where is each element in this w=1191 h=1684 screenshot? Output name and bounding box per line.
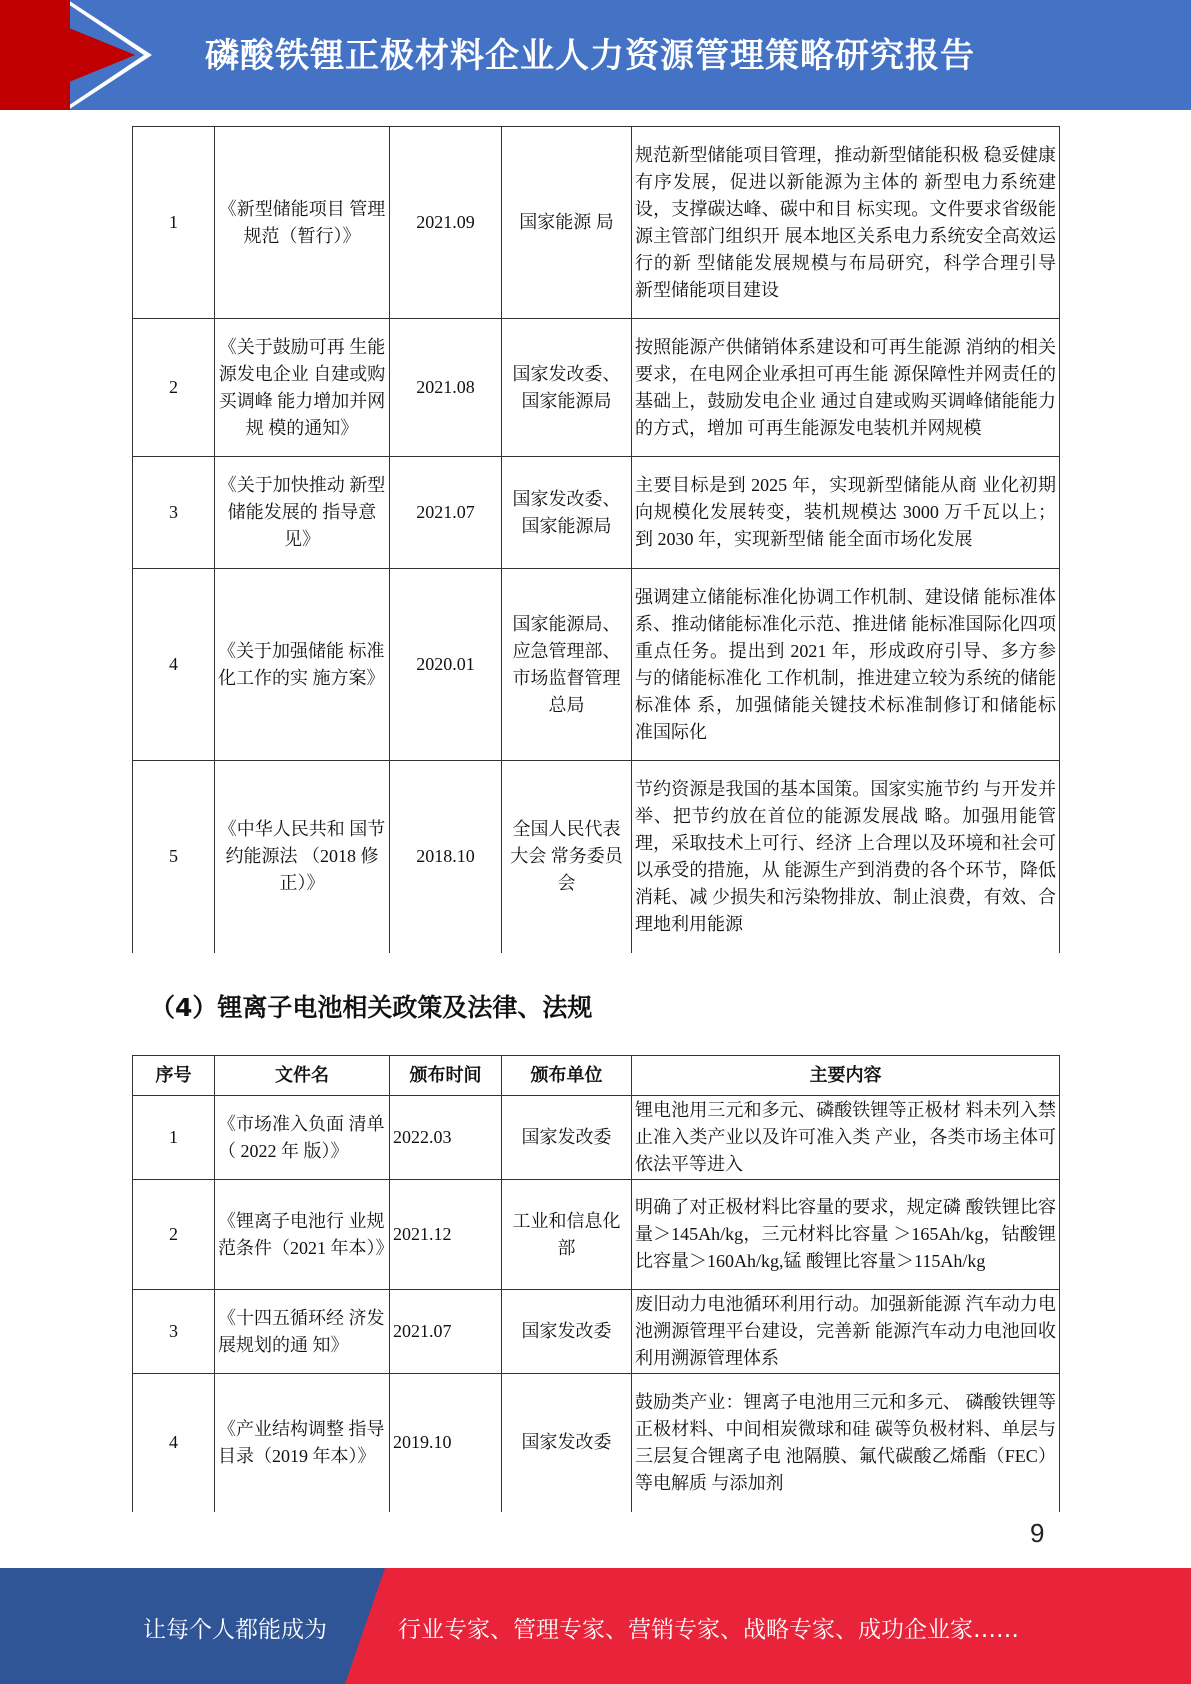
page-number: 9 [1030,1518,1045,1548]
header-content: 主要内容 [632,1056,1060,1096]
issuing-body: 全国人民代表大会 常务委员会 [502,761,632,953]
table-row [133,1180,1060,1290]
table-row [133,1374,1060,1512]
main-content: 明确了对正极材料比容量的要求，规定磷 酸铁锂比容量＞145Ah/kg，三元材料比容量 ＞165Ah/kg，钴酸锂比容量＞160Ah/kg,锰 酸锂比容量＞115Ah/kg [632,1180,1060,1290]
issuing-body: 国家发改委 [502,1096,632,1180]
issuing-body: 工业和信息化部 [502,1180,632,1290]
row-number: 1 [133,127,215,319]
page-header [0,0,1191,110]
row-number: 2 [133,319,215,457]
issuing-body: 国家发改委 [502,1290,632,1374]
footer-slogan-right: 行业专家、管理专家、营销专家、战略专家、成功企业家…… [398,1617,1019,1643]
table-row [133,127,1060,319]
issuing-body: 国家发改委、国家能源局 [502,457,632,569]
row-number: 5 [133,761,215,953]
table-row [133,1096,1060,1180]
document-name: 《市场准入负面 清单（ 2022 年 版）》 [215,1096,390,1180]
document-name: 《锂离子电池行 业规范条件（2021 年本）》 [215,1180,390,1290]
table-row [133,319,1060,457]
document-name: 《新型储能项目 管理规范（暂行）》 [215,127,390,319]
document-name: 《中华人民共和 国节约能源法 （2018 修正）》 [215,761,390,953]
table-row [133,1290,1060,1374]
main-content: 鼓励类产业：锂离子电池用三元和多元、 磷酸铁锂等正极材料、中间相炭微球和硅 碳等负极材料、单层与三层复合锂离子电 池隔膜、氟代碳酸乙烯酯（FEC）等电解质 与添加剂 [632,1374,1060,1512]
row-number: 3 [133,457,215,569]
issuing-body: 国家发改委、国家能源局 [502,319,632,457]
page-footer [0,1568,1191,1684]
header-issuer: 颁布单位 [502,1056,632,1096]
document-name: 《关于鼓励可再 生能源发电企业 自建或购买调峰 能力增加并网规 模的通知》 [215,319,390,457]
header-no: 序号 [133,1056,215,1096]
issuing-body: 国家发改委 [502,1374,632,1512]
page-title: 磷酸铁锂正极材料企业人力资源管理策略研究报告 [205,36,975,76]
main-content: 废旧动力电池循环利用行动。加强新能源 汽车动力电池溯源管理平台建设，完善新 能源汽车动力电池回收利用溯源管理体系 [632,1290,1060,1374]
main-content: 节约资源是我国的基本国策。国家实施节约 与开发并举、把节约放在首位的能源发展战 略。加强用能管理，采取技术上可行、经济 上合理以及环境和社会可以承受的措施，从 能源生产到消费的各个环节，降低消耗、减 少损失和污染物排放、制止浪费，有效、合 理地利用能源 [632,761,1060,953]
main-content: 锂电池用三元和多元、磷酸铁锂等正极材 料未列入禁止准入类产业以及许可准入类 产业，各类市场主体可依法平等进入 [632,1096,1060,1180]
table-header-row [133,1056,1060,1096]
issue-date: 2021.12 [390,1180,502,1290]
issue-date: 2018.10 [390,761,502,953]
row-number: 4 [133,569,215,761]
table-row [133,569,1060,761]
issue-date: 2021.07 [390,457,502,569]
header-date: 颁布时间 [390,1056,502,1096]
issue-date: 2021.09 [390,127,502,319]
main-content: 主要目标是到 2025 年，实现新型储能从商 业化初期向规模化发展转变，装机规模达 3000 万千瓦以上；到 2030 年，实现新型储 能全面市场化发展 [632,457,1060,569]
main-content: 强调建立储能标准化协调工作机制、建设储 能标准体系、推动储能标准化示范、推进储 能标准国际化四项重点任务。提出到 2021 年，形成政府引导、多方参与的储能标准化 工作机制，推进建立较为系统的储能标准体 系，加强储能关键技术标准制修订和储能标 准国际化 [632,569,1060,761]
issue-date: 2021.08 [390,319,502,457]
table-row [133,761,1060,953]
issuing-body: 国家能源 局 [502,127,632,319]
row-number: 4 [133,1374,215,1512]
header-name: 文件名 [215,1056,390,1096]
row-number: 3 [133,1290,215,1374]
issue-date: 2021.07 [390,1290,502,1374]
header-red-overlay [0,0,135,110]
document-name: 《关于加强储能 标准化工作的实 施方案》 [215,569,390,761]
main-content: 按照能源产供储销体系建设和可再生能源 消纳的相关要求，在电网企业承担可再生能 源保障性并网责任的基础上，鼓励发电企业 通过自建或购买调峰储能能力的方式，增加 可再生能源发电装机并网规模 [632,319,1060,457]
footer-slogan-left: 让每个人都能成为 [143,1617,327,1643]
issue-date: 2022.03 [390,1096,502,1180]
issuing-body: 国家能源局、应急管理部、市场监督管理 总局 [502,569,632,761]
document-name: 《产业结构调整 指导目录（2019 年本）》 [215,1374,390,1512]
document-name: 《关于加快推动 新型储能发展的 指导意见》 [215,457,390,569]
row-number: 2 [133,1180,215,1290]
issue-date: 2020.01 [390,569,502,761]
document-name: 《十四五循环经 济发展规划的通 知》 [215,1290,390,1374]
footer-blue-slant [345,1568,385,1684]
main-content: 规范新型储能项目管理，推动新型储能积极 稳妥健康有序发展，促进以新能源为主体的 新型电力系统建设，支撑碳达峰、碳中和目 标实现。文件要求省级能源主管部门组织开 展本地区关系电力系统安全高效运行的新 型储能发展规模与布局研究，科学合理引导 新型储能项目建设 [632,127,1060,319]
row-number: 1 [133,1096,215,1180]
table-row [133,457,1060,569]
policy-table-lithium-battery [132,1055,1060,1512]
issue-date: 2019.10 [390,1374,502,1512]
policy-table-energy-storage [132,126,1060,953]
section-heading: （4）锂离子电池相关政策及法律、法规 [150,993,593,1022]
